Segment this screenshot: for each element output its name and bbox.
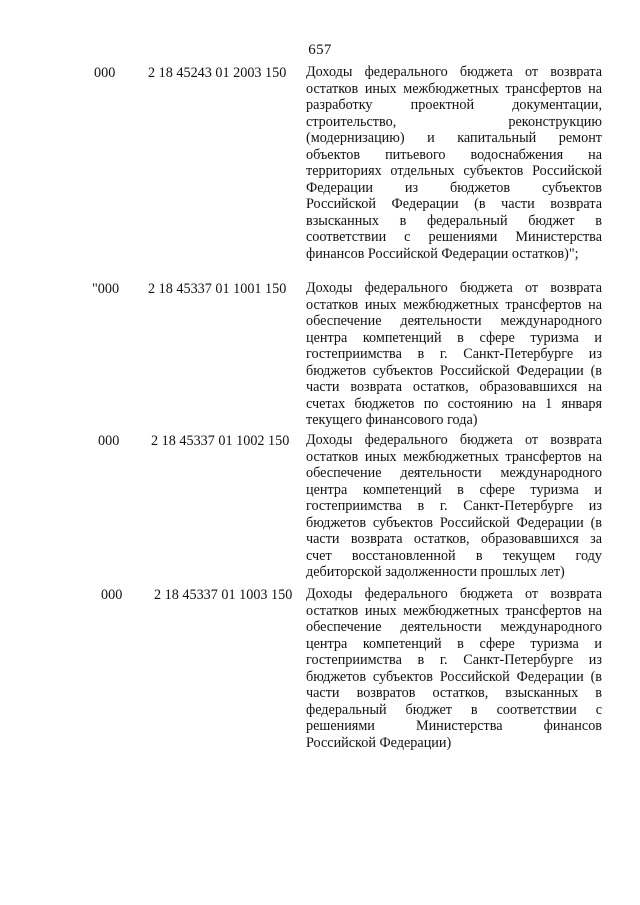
description-line: счетах бюджетов по состоянию на 1 января [306, 395, 602, 412]
description-line: гостеприимства в г. Санкт-Петербурге из [306, 652, 602, 669]
administrator-code: 000 [101, 587, 123, 603]
income-description [306, 432, 602, 581]
description-line: Российской Федерации) [306, 734, 452, 751]
income-description [306, 586, 602, 751]
description-line: остатков иных межбюджетных трансфертов на [306, 80, 602, 97]
income-description [306, 64, 602, 263]
income-description [306, 280, 602, 429]
description-line: Доходы федерального бюджета от возврата [306, 586, 602, 602]
administrator-code: 000 [94, 65, 116, 81]
page-number: 657 [308, 42, 332, 58]
classification-code: 2 18 45243 01 2003 150 [148, 65, 287, 81]
description-line: строительство, реконструкцию [306, 113, 602, 130]
description-line: соответствии с решениями Министерства [306, 229, 602, 246]
description-line: остатков иных межбюджетных трансфертов на [306, 602, 602, 619]
description-line: обеспечение деятельности международного [306, 619, 602, 636]
description-line: территориях отдельных субъектов Российской [306, 163, 602, 180]
description-line: центра компетенций в сфере туризма и [306, 481, 602, 498]
budget-classification-table [0, 64, 640, 756]
description-line: остатков иных межбюджетных трансфертов на [306, 448, 602, 465]
description-line: Доходы федерального бюджета от возврата [306, 64, 602, 80]
table-row [0, 280, 640, 432]
table-row [0, 64, 640, 280]
description-line: решениями Министерства финансов [306, 718, 602, 735]
description-line: части возврата остатков, образовавшихся за [306, 531, 602, 548]
description-line: гостеприимства в г. Санкт-Петербурге из [306, 498, 602, 515]
description-line: объектов питьевого водоснабжения на [306, 146, 602, 163]
description-line: бюджетов субъектов Российской Федерации (в [306, 514, 602, 531]
description-line: части возвратов остатков, взысканных в [306, 685, 602, 702]
description-line: обеспечение деятельности международного [306, 465, 602, 482]
description-line: бюджетов субъектов Российской Федерации (в [306, 362, 602, 379]
classification-code: 2 18 45337 01 1002 150 [151, 433, 290, 449]
description-line: гостеприимства в г. Санкт-Петербурге из [306, 346, 602, 363]
description-line: Российской Федерации (в части возврата [306, 196, 602, 213]
administrator-code: "000 [92, 281, 120, 297]
description-line: федеральный бюджет в соответствии с [306, 701, 602, 718]
description-line: разработку проектной документации, [306, 97, 602, 114]
description-line: дебиторской задолженности прошлых лет) [306, 564, 565, 581]
description-line: центра компетенций в сфере туризма и [306, 329, 602, 346]
description-line: Доходы федерального бюджета от возврата [306, 432, 602, 448]
description-line: остатков иных межбюджетных трансфертов на [306, 296, 602, 313]
description-line: Федерации из бюджетов субъектов [306, 179, 602, 196]
administrator-code: 000 [98, 433, 120, 449]
table-row [0, 586, 640, 756]
description-line: бюджетов субъектов Российской Федерации (в [306, 668, 602, 685]
description-line: Доходы федерального бюджета от возврата [306, 280, 602, 296]
description-line: (модернизацию) и капитальный ремонт [306, 130, 602, 147]
classification-code: 2 18 45337 01 1001 150 [148, 281, 287, 297]
table-row [0, 432, 640, 586]
description-line: счет восстановленной в текущем году [306, 547, 602, 564]
description-line: центра компетенций в сфере туризма и [306, 635, 602, 652]
description-line: взысканных в федеральный бюджет в [306, 212, 602, 229]
classification-code: 2 18 45337 01 1003 150 [154, 587, 293, 603]
description-line: финансов Российской Федерации остатков)"; [306, 246, 579, 263]
description-line: текущего финансового года) [306, 412, 478, 429]
description-line: обеспечение деятельности международного [306, 313, 602, 330]
description-line: части возврата остатков, образовавшихся на [306, 379, 602, 396]
